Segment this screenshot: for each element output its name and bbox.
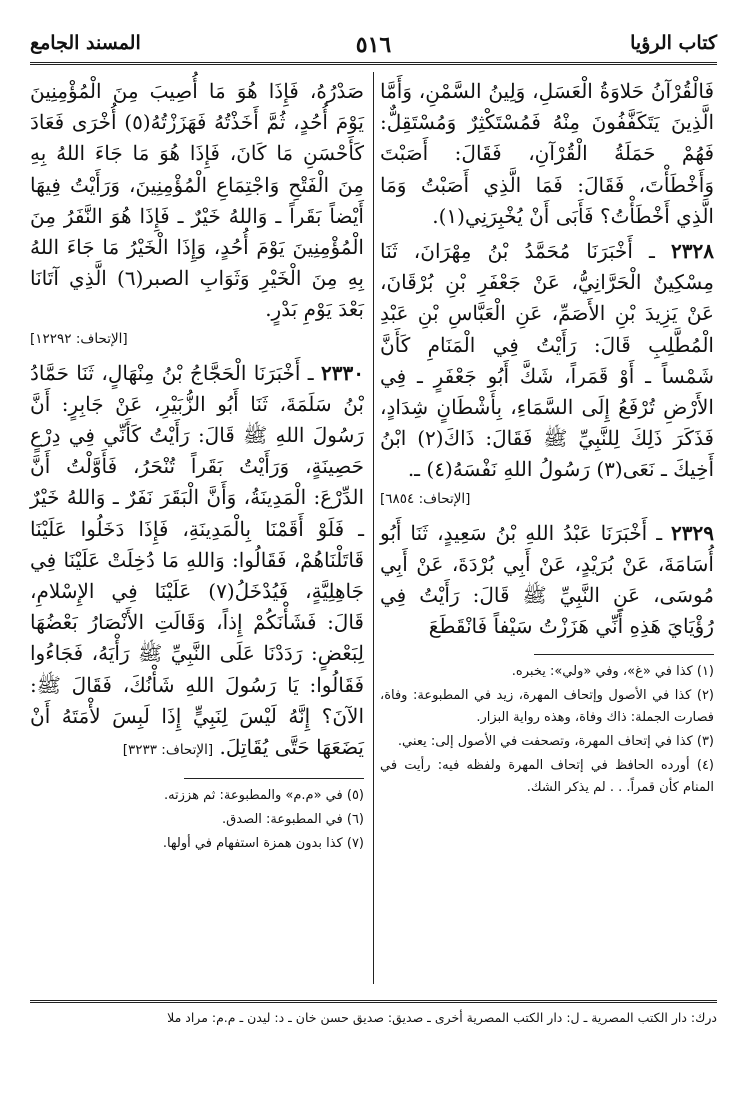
- footnote: (٤) أورده الحافظ في إتحاف المهرة ولفظه فيه: رأيت في المنام كأن قمراً. . . لم يذكر الشك.: [380, 758, 714, 796]
- book-title: كتاب الرؤيا: [630, 32, 717, 54]
- footnote: (٧) كذا بدون همزة استفهام في أولها.: [162, 836, 364, 852]
- footnote: (٣) كذا في إتحاف المهرة، وتصحفت في الأصول إلى: يعني.: [397, 734, 714, 750]
- hadith-text: ـ أَخْبَرَنَا الْحَجَّاجُ بْنُ مِنْهَالٍ، ثَنَا حَمَّادُ بْنُ سَلَمَةَ، ثَنَا أَبُو الزُّبَيْرِ، عَنْ جَابِرٍ: أَنَّ رَسُولَ اللهِ ﷺ قَالَ: رَأَيْتُ كَأَنِّي فِي دِرْعٍ حَصِينَةٍ، وَرَأَيْتُ بَقَراً تُنْحَرُ، فَأَوَّلْتُ أَنَّ الدِّرْعَ: الْمَدِينَةُ، وَأَنَّ الْبَقَرَ نَفَرٌ ـ وَاللهُ خَيْرٌ ـ فَلَوْ أَقَمْنَا بِالْمَدِينَةِ، فَإِذَا دَخَلُوا عَلَيْنَا قَاتَلْنَاهُمْ، فَقَالُوا: وَاللهِ مَا دُخِلَتْ عَلَيْنَا فِي جَاهِلِيَّةٍ، فَيُدْخَلُ(٧) عَلَيْنَا فِي الإِسْلامِ، قَالَ: فَشَأْنَكُمْ إِذاً، وَقَالَتِ الأَنْصَارُ بَعْضُهَا لِبَعْضٍ: رَدَدْنَا عَلَى النَّبِيِّ ﷺ رَأْيَهُ، فَجَاءُوا فَقَالُوا: يَا رَسُولَ اللهِ شَأْنُكَ، فَقَالَ ﷺ: الآنَ؟ إِنَّهُ لَيْسَ لِنَبِيٍّ إِذَا لَبِسَ لأْمَتَهُ أَنْ يَضَعَهَا حَتَّى يُقَاتِلَ.: [30, 360, 364, 760]
- footnote-rule: [534, 654, 714, 655]
- work-title: المسند الجامع: [30, 32, 141, 54]
- right-column: [380, 76, 714, 801]
- footnotes: [380, 661, 714, 799]
- hadith-number: ٢٣٢٨: [671, 239, 715, 264]
- footnote: (٢) كذا في الأصول وإتحاف المهرة، زيد في المطبوعة: وفاة، فصارت الجملة: ذاك وفاة، وهذه رواية البزار.: [380, 688, 714, 726]
- header-rule: [30, 62, 717, 65]
- hadith-text: ـ أَخْبَرَنَا عَبْدُ اللهِ بْنُ سَعِيدٍ، ثَنَا أَبُو أُسَامَةَ، عَنْ بُرَيْدٍ، عَنْ أَبِي بُرْدَةَ، عَنْ أَبِي مُوسَى، عَنِ النَّبِيِّ ﷺ قَالَ: رَأَيْتُ فِي رُؤْيَايَ هَذِهِ أَنِّي هَزَزْتُ سَيْفاً فَانْقَطَعَ: [380, 520, 714, 639]
- hadith-2330: [30, 358, 364, 767]
- hadith-2329: [380, 518, 714, 643]
- manuscript-abbreviations: درك: دار الكتب المصرية ـ ل: دار الكتب المصرية أخرى ـ صديق: صديق حسن خان ـ د: ليدن ـ م.م: مراد ملا: [167, 1010, 717, 1025]
- footnotes: [30, 785, 364, 855]
- hadith-number: ٢٣٢٩: [671, 520, 714, 545]
- hadith-text: ـ أَخْبَرَنَا مُحَمَّدُ بْنُ مِهْرَانَ، ثَنَا مِسْكِينٌ الْحَرَّانِيُّ، عَنْ جَعْفَرِ بْنِ بُرْقَانَ، عَنْ يَزِيدَ بْنِ الأَصَمِّ، عَنِ الْعَبَّاسِ بْنِ عَبْدِ الْمُطَّلِبِ قَالَ: رَأَيْتُ فِي الْمَنَامِ كَأَنَّ شَمْساً ـ أَوْ قَمَراً، شَكَّ أَبُو جَعْفَرٍ ـ فِي الأَرْضِ تُرْفَعُ إِلَى السَّمَاءِ، بِأَشْطَانٍ شِدَادٍ، فَذَكَرَ ذَلِكَ لِلنَّبِيِّ ﷺ فَقَالَ: ذَاكَ(٢) ابْنُ أَخِيكَ ـ نَعَى(٣) رَسُولُ اللهِ نَفْسَهُ(٤) ـ.: [380, 239, 714, 482]
- ithaf-reference: [الإتحاف: ٦٨٥٤]: [380, 490, 471, 507]
- hadith-2328: [380, 236, 714, 486]
- ithaf-reference: [الإتحاف: ١٢٢٩٢]: [30, 330, 128, 347]
- bottom-rule: [30, 1000, 717, 1003]
- continuation-text: صَدْرُهُ، فَإِذَا هُوَ مَا أُصِيبَ مِنَ الْمُؤْمِنِينَ يَوْمَ أُحُدٍ، ثُمَّ أَخَذْتُهُ فَهَزَزْتُهُ(٥) أُخْرَى فَعَادَ كَأَحْسَنِ مَا كَانَ، فَإِذَا هُوَ مَا جَاءَ اللهُ بِهِ مِنَ الْفَتْحِ وَاجْتِمَاعِ الْمُؤْمِنِينَ، وَرَأَيْتُ فِيهَا أَيْضاً بَقَراً ـ وَاللهُ خَيْرٌ ـ فَإِذَا هُوَ النَّفَرُ مِنَ الْمُؤْمِنِينَ يَوْمَ أُحُدٍ، وَإِذَا الْخَيْرُ مَا جَاءَ اللهُ بِهِ مِنَ الْخَيْرِ وَثَوَابِ الصبر(٦) الَّذِي آتَانَا بَعْدَ يَوْمِ بَدْرٍ.: [30, 79, 364, 322]
- footnote: (٦) في المطبوعة: الصدق.: [222, 812, 364, 828]
- footnote: (٥) في «م.م» والمطبوعة: ثم هززته.: [163, 788, 364, 804]
- footnote-rule: [184, 778, 364, 779]
- page-number: ٥١٦: [355, 32, 392, 58]
- page-header: [30, 28, 717, 62]
- footnote: (١) كذا في «غ»، وفي «ولي»: يخبره.: [511, 664, 714, 680]
- ithaf-reference: [الإتحاف: ٣٢٣٣]: [122, 742, 214, 759]
- hadith-number: ٢٣٣٠: [321, 360, 364, 385]
- continuation-text: فَالْقُرْآنُ حَلاوَةُ الْعَسَلِ، وَلِينُ السَّمْنِ، وَأَمَّا الَّذِينَ يَتَكَفَّفُونَ مِنْهُ فَمُسْتَكْثِرٌ وَمُسْتَقِلٌّ: فَهُمْ حَمَلَةُ الْقُرْآنِ، فَقَالَ: أَصَبْتَ وَأَخْطَأْتَ، فَقَالَ: فَمَا الَّذِي أَصَبْتُ وَمَا الَّذِي أَخْطَأْتُ؟ فَأَبَى أَنْ يُخْبِرَنِي(١).: [380, 79, 714, 228]
- column-divider: [373, 72, 374, 984]
- left-column: [30, 76, 364, 857]
